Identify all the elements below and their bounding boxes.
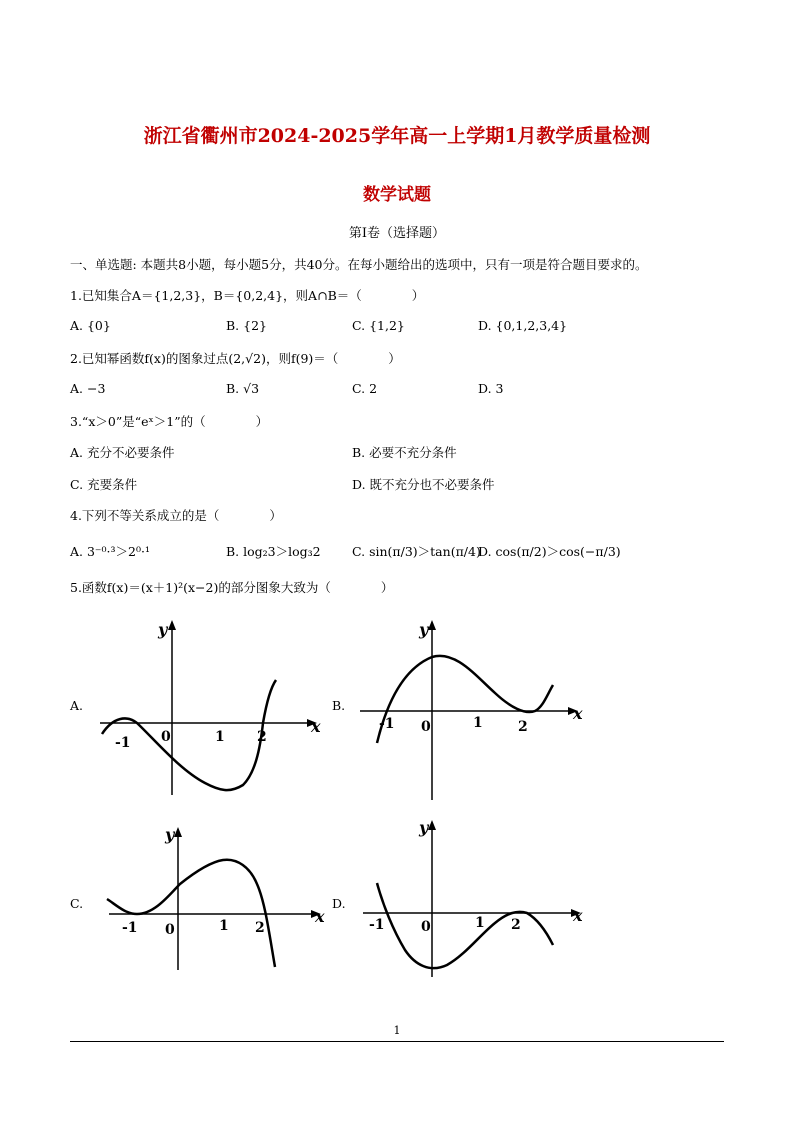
graph-c-tick-0: 0 bbox=[165, 922, 175, 938]
q2-option-b: B. √3 bbox=[226, 381, 260, 396]
graph-b-x-label: x bbox=[573, 704, 583, 723]
q1-option-c: C. {1,2} bbox=[352, 318, 405, 333]
q2-option-a: A. −3 bbox=[70, 381, 106, 396]
graph-b-y-label: y bbox=[419, 620, 429, 639]
question-1-stem: 1.已知集合A＝{1,2,3}，B＝{0,2,4}，则A∩B＝（ ） bbox=[70, 288, 425, 303]
graph-b-tick-neg1: -1 bbox=[379, 716, 395, 732]
graph-a-y-label: y bbox=[158, 620, 168, 639]
graph-a-tick-0: 0 bbox=[161, 729, 171, 745]
graph-c-tick-1: 1 bbox=[219, 918, 229, 934]
graph-c-tick-neg1: -1 bbox=[122, 920, 138, 936]
graph-b-tick-1: 1 bbox=[473, 715, 483, 731]
graph-d-y-arrow bbox=[428, 820, 436, 830]
graph-a-x-label: x bbox=[311, 717, 321, 736]
graph-a-y-arrow bbox=[168, 620, 176, 630]
graph-a-tick-2: 2 bbox=[257, 729, 267, 745]
q4-option-c: C. sin(π/3)＞tan(π/4) bbox=[352, 544, 481, 559]
q2-option-d: D. 3 bbox=[478, 381, 504, 396]
graph-a-tick-neg1: -1 bbox=[115, 735, 131, 751]
section-heading: 第I卷（选择题） bbox=[348, 226, 446, 241]
q5-option-d: D. bbox=[332, 896, 346, 911]
graph-c-x-label: x bbox=[315, 907, 325, 926]
q3-option-a: A. 充分不必要条件 bbox=[70, 445, 175, 460]
page-number: 1 bbox=[393, 1024, 401, 1037]
question-2-stem: 2.已知幂函数f(x)的图象过点(2,√2)，则f(9)＝（ ） bbox=[70, 351, 401, 366]
graph-a-tick-1: 1 bbox=[215, 729, 225, 745]
question-5-stem: 5.函数f(x)＝(x＋1)²(x−2)的部分图象大致为（ ） bbox=[70, 580, 394, 595]
graph-d-tick-1: 1 bbox=[475, 915, 485, 931]
graph-d-curve bbox=[377, 883, 553, 968]
q4-option-b: B. log₂3＞log₃2 bbox=[226, 544, 321, 559]
q2-option-c: C. 2 bbox=[352, 381, 378, 396]
graph-c-tick-2: 2 bbox=[255, 920, 265, 936]
graph-d bbox=[355, 815, 595, 980]
graph-c-y-label: y bbox=[165, 825, 175, 844]
q3-option-d: D. 既不充分也不必要条件 bbox=[352, 477, 495, 492]
instructions: 一、单选题: 本题共8小题，每小题5分，共40分。在每小题给出的选项中，只有一项是符合题目要求的。 bbox=[70, 257, 648, 272]
graph-d-tick-neg1: -1 bbox=[369, 917, 385, 933]
graph-a bbox=[95, 615, 335, 805]
page-title: 浙江省衢州市2024-2025学年高一上学期1月教学质量检测 bbox=[143, 125, 651, 147]
graph-d-tick-0: 0 bbox=[421, 919, 431, 935]
graph-c-y-arrow bbox=[174, 827, 182, 837]
q5-option-b: B. bbox=[332, 698, 346, 713]
q5-option-a: A. bbox=[70, 698, 84, 713]
q4-option-d: D. cos(π/2)＞cos(−π/3) bbox=[478, 544, 621, 559]
question-4-stem: 4.下列不等关系成立的是（ ） bbox=[70, 508, 282, 523]
subject-title: 数学试题 bbox=[363, 185, 431, 205]
graph-d-y-label: y bbox=[419, 818, 429, 837]
graph-b-tick-2: 2 bbox=[518, 719, 528, 735]
q1-option-d: D. {0,1,2,3,4} bbox=[478, 318, 568, 333]
q4-option-a: A. 3⁻⁰·³＞2⁰·¹ bbox=[70, 544, 150, 559]
graph-b bbox=[355, 615, 595, 810]
q1-option-a: A. {0} bbox=[70, 318, 111, 333]
graph-b-y-arrow bbox=[428, 620, 436, 630]
q3-option-c: C. 充要条件 bbox=[70, 477, 138, 492]
graph-c bbox=[95, 822, 335, 972]
graph-d-tick-2: 2 bbox=[511, 917, 521, 933]
footer-rule bbox=[70, 1041, 724, 1042]
q1-option-b: B. {2} bbox=[226, 318, 267, 333]
q5-option-c: C. bbox=[70, 896, 84, 911]
question-3-stem: 3.“x＞0”是“eˣ＞1”的（ ） bbox=[70, 414, 269, 429]
graph-b-tick-0: 0 bbox=[421, 719, 431, 735]
graph-d-x-label: x bbox=[573, 906, 583, 925]
q3-option-b: B. 必要不充分条件 bbox=[352, 445, 457, 460]
